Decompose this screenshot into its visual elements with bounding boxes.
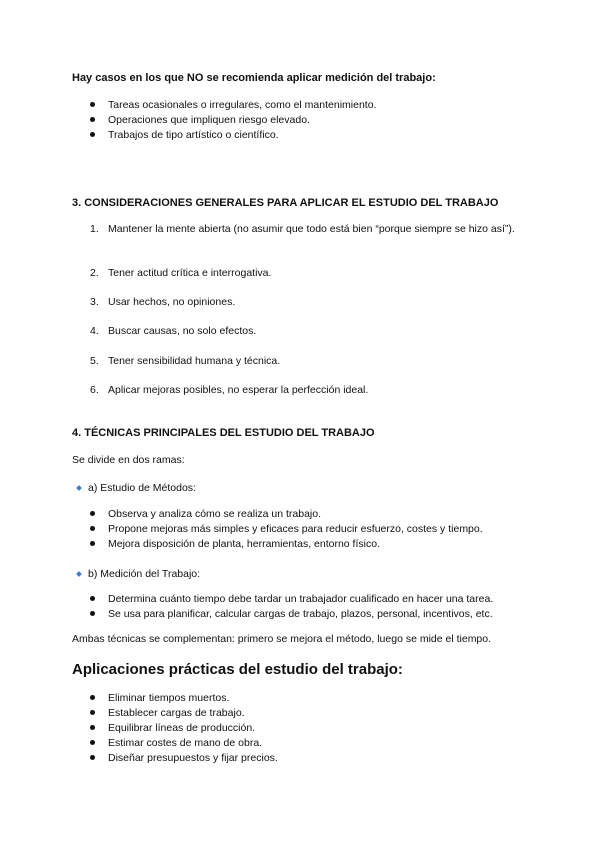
numbered-item: 2. Tener actitud crítica e interrogativa.: [90, 267, 272, 279]
bullet-icon: [90, 710, 95, 715]
list-item: Establecer cargas de trabajo.: [72, 706, 278, 721]
intro-list: [72, 98, 376, 143]
list-item: Determina cuánto tiempo debe tardar un trabajador cualificado en hacer una tarea.: [72, 592, 493, 607]
bullet-icon: [90, 695, 95, 700]
list-item: Observa y analiza cómo se realiza un trabajo.: [72, 507, 483, 522]
list-item: Operaciones que impliquen riesgo elevado.: [72, 113, 376, 128]
numbered-item: 1. Mantener la mente abierta (no asumir que todo está bien “porque siempre se hizo así”).: [90, 223, 515, 235]
numbered-item: 5. Tener sensibilidad humana y técnica.: [90, 355, 281, 367]
list-item: Estimar costes de mano de obra.: [72, 736, 278, 751]
applications-list: [72, 691, 278, 766]
list-item: Tareas ocasionales o irregulares, como el mantenimiento.: [72, 98, 376, 113]
section4-heading: 4. TÉCNICAS PRINCIPALES DEL ESTUDIO DEL TRABAJO: [72, 427, 375, 439]
numbered-item: 6. Aplicar mejoras posibles, no esperar la perfección ideal.: [90, 384, 369, 396]
intro-heading: Hay casos en los que NO se recomienda aplicar medición del trabajo:: [72, 72, 436, 84]
list-item: Mejora disposición de planta, herramientas, entorno físico.: [72, 537, 483, 552]
list-item: Eliminar tiempos muertos.: [72, 691, 278, 706]
bullet-icon: [90, 725, 95, 730]
bullet-icon: [90, 526, 95, 531]
bullet-icon: [90, 755, 95, 760]
list-item: Trabajos de tipo artístico o científico.: [72, 128, 376, 143]
bullet-icon: [90, 596, 95, 601]
applications-heading: Aplicaciones prácticas del estudio del trabajo:: [72, 661, 403, 678]
diamond-bullet-icon: [76, 571, 82, 577]
branch-a-list: [72, 507, 483, 552]
branch-b-list: [72, 592, 493, 622]
bullet-icon: [90, 117, 95, 122]
bullet-icon: [90, 611, 95, 616]
bullet-icon: [90, 541, 95, 546]
branch-a-title: a) Estudio de Métodos:: [88, 482, 196, 494]
list-item: Equilibrar líneas de producción.: [72, 721, 278, 736]
list-item: Propone mejoras más simples y eficaces para reducir esfuerzo, costes y tiempo.: [72, 522, 483, 537]
bullet-icon: [90, 511, 95, 516]
list-item: Diseñar presupuestos y fijar precios.: [72, 751, 278, 766]
bullet-icon: [90, 102, 95, 107]
bullet-icon: [90, 740, 95, 745]
section4-conclusion: Ambas técnicas se complementan: primero se mejora el método, luego se mide el tiempo.: [72, 633, 492, 645]
section3-heading: 3. CONSIDERACIONES GENERALES PARA APLICAR EL ESTUDIO DEL TRABAJO: [72, 197, 499, 209]
numbered-item: 3. Usar hechos, no opiniones.: [90, 296, 236, 308]
list-item: Se usa para planificar, calcular cargas de trabajo, plazos, personal, incentivos, etc.: [72, 607, 493, 622]
section4-intro: Se divide en dos ramas:: [72, 454, 185, 466]
branch-b-title: b) Medición del Trabajo:: [88, 568, 201, 580]
diamond-bullet-icon: [76, 485, 82, 491]
bullet-icon: [90, 132, 95, 137]
numbered-item: 4. Buscar causas, no solo efectos.: [90, 325, 257, 337]
